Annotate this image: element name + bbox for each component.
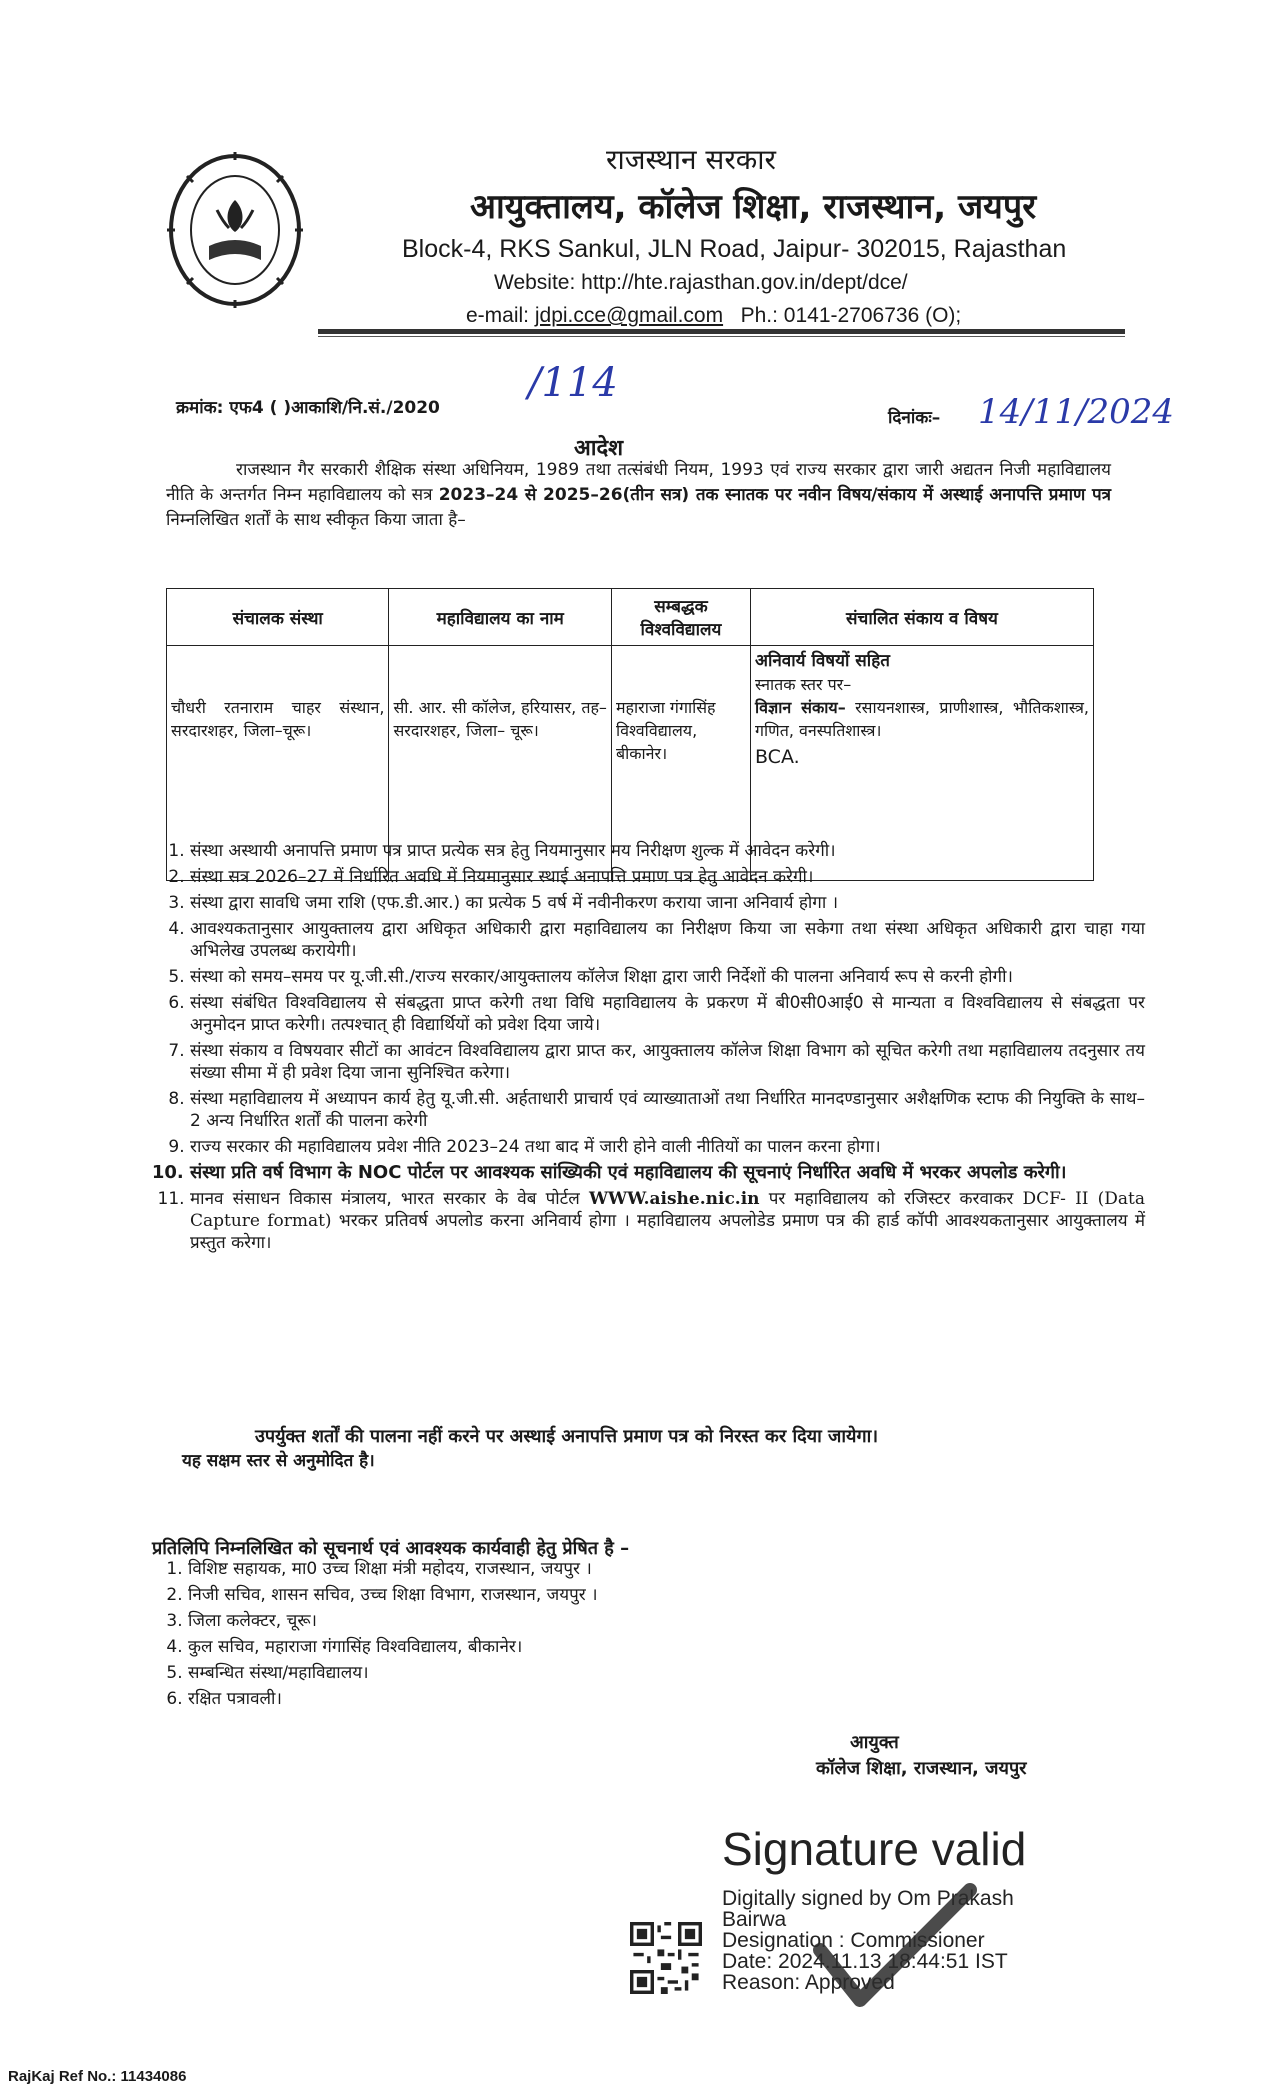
table-header-row: [167, 589, 1094, 646]
signatory-title: आयुक्त: [850, 1732, 899, 1753]
phone-number: Ph.: 0141-2706736 (O);: [740, 304, 962, 327]
intro-part2: निम्नलिखित शर्तों के साथ स्वीकृत किया जाता है–: [166, 510, 466, 530]
signature-designation: Designation : Commissioner: [722, 1929, 985, 1952]
signature-signer-cont: Bairwa: [722, 1908, 787, 1931]
signature-date: Date: 2024.11.13 18:44:51 IST: [722, 1950, 1008, 1973]
condition-item: 2. संस्था सत्र 2026–27 में निर्धारित अवधि में नियमानुसार स्थाई अनापत्ति प्रमाण पत्र हेतु आवेदन करेगी।: [190, 866, 1145, 888]
condition-item: 3. संस्था द्वारा सावधि जमा राशि (एफ.डी.आर.) का प्रत्येक 5 वर्ष में नवीनीकरण कराया जाना अनिवार्य होगा ।: [190, 892, 1145, 914]
cell-university: महाराजा गंगासिंह विश्वविद्यालय, बीकानेर।: [611, 646, 750, 881]
header-government: राजस्थान सरकार: [606, 143, 776, 176]
copies-list: [148, 1556, 598, 1712]
order-title: आदेश: [574, 436, 624, 461]
intro-bold: 2023–24 से 2025–26(तीन सत्र) तक स्नातक पर नवीन विषय/संकाय में अस्थाई अनापत्ति प्रमाण पत्र: [438, 485, 1112, 505]
cell-college: सी. आर. सी कॉलेज, हरियासर, तह–सरदारशहर, जिला– चूरू।: [389, 646, 611, 881]
rajkaj-reference: RajKaj Ref No.: 11434086: [8, 2068, 187, 2085]
reference-number-handwritten: /114: [528, 360, 618, 406]
copies-heading: प्रतिलिपि निम्नलिखित को सूचनार्थ एवं आवश्यक कार्यवाही हेतु प्रेषित है –: [152, 1538, 630, 1559]
condition-item: 8. संस्था महाविद्यालय में अध्यापन कार्य हेतु यू.जी.सी. अर्हताधारी प्राचार्य एवं व्याख्याताओं तथा निर्धारित मानदण्डानुसार अशैक्षणिक स्टाफ की नियुक्ति के साथ–2 अन्य निर्धारित शर्तों की पालना करेगी: [190, 1088, 1145, 1132]
condition-item: 5. संस्था को समय–समय पर यू.जी.सी./राज्य सरकार/आयुक्तालय कॉलेज शिक्षा द्वारा जारी निर्देशों की पालना अनिवार्य रूप से करनी होगी।: [190, 966, 1145, 988]
header-rule-thin: [318, 336, 1125, 337]
header-faculty: संचालित संकाय व विषय: [750, 589, 1093, 646]
date-handwritten: 14/11/2024: [978, 392, 1174, 432]
signatory-office: कॉलेज शिक्षा, राजस्थान, जयपुर: [816, 1758, 1027, 1779]
closing-approval: यह सक्षम स्तर से अनुमोदित है।: [182, 1451, 375, 1471]
qr-code-icon: [630, 1922, 702, 1994]
faculty-name: विज्ञान संकाय–: [754, 698, 846, 717]
faculty-level: स्नातक स्तर पर–: [754, 675, 852, 694]
email-link[interactable]: jdpi.cce@gmail.com: [534, 304, 724, 327]
condition11-part2: पर महाविद्यालय को रजिस्टर करवाकर: [768, 1189, 1014, 1209]
date-label: दिनांकः–: [888, 408, 941, 428]
header-office: आयुक्तालय, कॉलेज शिक्षा, राजस्थान, जयपुर: [470, 187, 1037, 227]
faculty-subjects: रसायनशास्त्र, प्राणीशास्त्र, भौतिकशास्त्र, गणित, वनस्पतिशास्त्र।: [754, 698, 1089, 740]
header-address: Block-4, RKS Sankul, JLN Road, Jaipur- 302015, Rajasthan: [402, 235, 1067, 263]
signature-signer: Digitally signed by Om Prakash: [722, 1887, 1014, 1910]
header-rule: [318, 329, 1125, 334]
condition-item: 4. आवश्यकतानुसार आयुक्तालय द्वारा अधिकृत अधिकारी द्वारा महाविद्यालय का निरीक्षण किया जा सकेगा तथा संस्था अधिकृत अधिकारी द्वारा चाहा गया अभिलेख उपलब्ध करायेगी।: [190, 918, 1145, 962]
condition11-part3: भरकर प्रतिवर्ष अपलोड करना अनिवार्य होगा । महाविद्यालय अपलोडेड प्रमाण पत्र की हार्ड कॉपी आवश्यकतानुसार आयुक्तालय में प्रस्तुत करेगा।: [190, 1211, 1145, 1253]
signature-valid-heading: Signature valid: [722, 1823, 1027, 1875]
cell-society: चौधरी रतनाराम चाहर संस्थान, सरदारशहर, जिला–चूरू।: [167, 646, 389, 881]
condition11-part1: मानव संसाधन विकास मंत्रालय, भारत सरकार के वेब पोर्टल: [190, 1189, 580, 1209]
copy-item: 4. कुल सचिव, महाराजा गंगासिंह विश्वविद्यालय, बीकानेर।: [188, 1634, 598, 1660]
signature-reason: Reason: Approved: [722, 1971, 895, 1994]
intro-paragraph: [166, 458, 1111, 533]
faculty-extra: BCA.: [754, 746, 800, 768]
condition-item: 9. राज्य सरकार की महाविद्यालय प्रवेश नीति 2023–24 तथा बाद में जारी होने वाली नीतियों का पालन करना होगा।: [190, 1136, 1145, 1158]
email-label: e-mail:: [466, 304, 530, 327]
department-seal: [165, 150, 305, 310]
copy-item: 5. सम्बन्धित संस्था/महाविद्यालय।: [188, 1660, 598, 1686]
reference-number: क्रमांक: एफ4 ( )आकाशि/नि.सं./2020: [176, 398, 440, 418]
condition-item: 1. संस्था अस्थायी अनापत्ति प्रमाण पत्र प्राप्त प्रत्येक सत्र हेतु नियमानुसार मय निरीक्षण शुल्क में आवेदन करेगी।: [190, 840, 1145, 862]
dcf-format: DCF- II (Data Capture format): [190, 1189, 1146, 1231]
header-university: सम्बद्धक विश्वविद्यालय: [611, 589, 750, 646]
faculty-heading: अनिवार्य विषयों सहित: [754, 651, 890, 671]
header-contact: [466, 304, 961, 328]
copy-item: 2. निजी सचिव, शासन सचिव, उच्च शिक्षा विभाग, राजस्थान, जयपुर ।: [188, 1582, 598, 1608]
condition-item-11: [190, 1188, 1145, 1254]
copy-item: 1. विशिष्ट सहायक, मा0 उच्च शिक्षा मंत्री महोदय, राजस्थान, जयपुर ।: [188, 1556, 598, 1582]
intro-part1: राजस्थान गैर सरकारी शैक्षिक संस्था अधिनियम, 1989 तथा तत्संबंधी नियम, 1993 एवं राज्य सरकार द्वारा जारी अद्यतन निजी महाविद्यालय नीति के अन्तर्गत निम्न महाविद्यालय को सत्र: [166, 460, 1111, 505]
conditions-list: [150, 840, 1145, 1258]
header-college: महाविद्यालय का नाम: [389, 589, 611, 646]
condition-item: 10. संस्था प्रति वर्ष विभाग के NOC पोर्टल पर आवश्यक सांख्यिकी एवं महाविद्यालय की सूचनाएं निर्धारित अवधि में भरकर अपलोड करेगी।: [190, 1162, 1145, 1184]
copy-item: 6. रक्षित पत्रावली।: [188, 1686, 598, 1712]
closing-warning: उपर्युक्त शर्तों की पालना नहीं करने पर अस्थाई अनापत्ति प्रमाण पत्र को निरस्त कर दिया जायेगा।: [255, 1426, 879, 1447]
condition-item: 7. संस्था संकाय व विषयवार सीटों का आवंटन विश्वविद्यालय द्वारा प्राप्त कर, आयुक्तालय कॉलेज शिक्षा विभाग को सूचित करेगी तथा महाविद्यालय तदनुसार तय संख्या सीमा में ही प्रवेश दिया जाना सुनिश्चित करेगा।: [190, 1040, 1145, 1084]
condition-item: 6. संस्था संबंधित विश्वविद्यालय से संबद्धता प्राप्त करेगी तथा विधि महाविद्यालय के प्रकरण में बी0सी0आई0 से मान्यता व विश्वविद्यालय से संबद्धता पर अनुमोदन प्राप्त करेगी। तत्पश्चात् ही विद्यार्थियों को प्रवेश दिया जाये।: [190, 992, 1145, 1036]
signature-check-icon: [800, 1880, 980, 2020]
header-website[interactable]: Website: http://hte.rajasthan.gov.in/dept/dce/: [494, 271, 908, 294]
copy-item: 3. जिला कलेक्टर, चूरू।: [188, 1608, 598, 1634]
aishe-website[interactable]: WWW.aishe.nic.in: [588, 1189, 760, 1209]
college-table: [166, 588, 1094, 881]
header-society: संचालक संस्था: [167, 589, 389, 646]
